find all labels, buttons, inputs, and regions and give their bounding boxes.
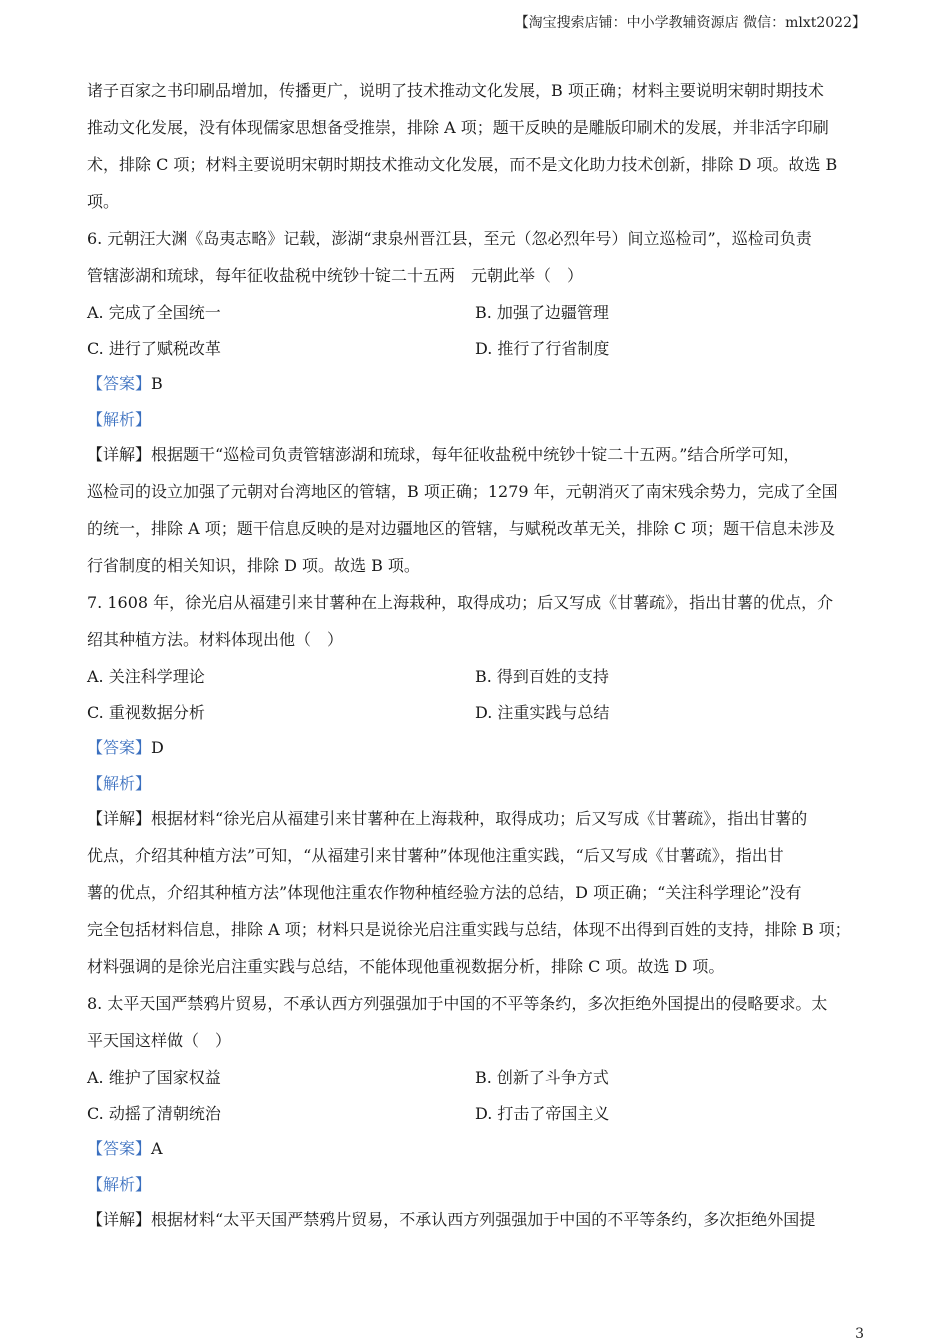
answer-value: D — [151, 738, 164, 757]
answer-line — [87, 733, 867, 769]
analysis-line — [87, 1170, 867, 1206]
question-stem-line: 6. 元朝汪大渊《岛夷志略》记载，澎湖“隶泉州晋江县，至元（忽必烈年号）间立巡检司”，巡检司负责 — [87, 229, 812, 248]
intro-paragraph — [87, 76, 867, 224]
options-row — [87, 662, 867, 698]
answer-value: B — [151, 374, 163, 393]
text-line: 推动文化发展，没有体现儒家思想备受推崇，排除 A 项；题干反映的是雕版印刷术的发展，并非活字印刷 — [87, 118, 829, 137]
question-stem-line: 绍其种植方法。材料体现出他（ ） — [87, 630, 344, 649]
options-row — [87, 298, 867, 334]
detail-line: 行省制度的相关知识，排除 D 项。故选 B 项。 — [87, 556, 420, 575]
detail-text: 根据题干“巡检司负责管辖澎湖和琉球，每年征收盐税中统钞十锭二十五两。”结合所学可知， — [151, 445, 800, 464]
option-a: A. 完成了全国统一 — [87, 303, 221, 322]
detail-line — [87, 1205, 867, 1242]
option-a: A. 维护了国家权益 — [87, 1068, 221, 1087]
answer-value: A — [151, 1139, 163, 1158]
question-stem-line: 平天国这样做（ ） — [87, 1031, 232, 1050]
analysis-label: 【解析】 — [87, 1174, 152, 1194]
detail-label: 【详解】 — [87, 1210, 152, 1229]
question-stem-line: 8. 太平天国严禁鸦片贸易，不承认西方列强强加于中国的不平等条约，多次拒绝外国提出的侵略要求。太 — [87, 994, 828, 1013]
detail-line: 薯的优点，介绍其种植方法”体现他注重农作物种植经验方法的总结，D 项正确；“关注科学理论”没有 — [87, 883, 802, 902]
question-8 — [87, 989, 867, 1242]
detail-text: 根据材料“太平天国严禁鸦片贸易，不承认西方列强强加于中国的不平等条约，多次拒绝外国提 — [151, 1210, 816, 1229]
analysis-label: 【解析】 — [87, 409, 152, 429]
question-7 — [87, 588, 867, 989]
detail-label: 【详解】 — [87, 809, 152, 828]
answer-label: 【答案】 — [87, 374, 152, 393]
detail-line: 完全包括材料信息，排除 A 项；材料只是说徐光启注重实践与总结，体现不出得到百姓的支持，排除 B 项； — [87, 920, 851, 939]
option-d: D. 打击了帝国主义 — [475, 1103, 610, 1123]
analysis-label: 【解析】 — [87, 773, 152, 793]
analysis-line — [87, 405, 867, 441]
page-number: 3 — [855, 1326, 864, 1342]
detail-line — [87, 440, 867, 477]
text-line: 术，排除 C 项；材料主要说明宋朝时期技术推动文化发展，而不是文化助力技术创新，排除 D 项。故选 B — [87, 155, 838, 174]
answer-label: 【答案】 — [87, 738, 152, 757]
detail-line: 优点，介绍其种植方法”可知，“从福建引来甘薯种”体现他注重实践，“后又写成《甘薯疏》，指出甘 — [87, 846, 784, 865]
question-stem-line: 管辖澎湖和琉球，每年征收盐税中统钞十锭二十五两 元朝此举（ ） — [87, 266, 584, 285]
option-c: C. 动摇了清朝统治 — [87, 1103, 221, 1123]
options-row — [87, 1099, 867, 1135]
option-d: D. 注重实践与总结 — [475, 702, 610, 722]
option-d: D. 推行了行省制度 — [475, 338, 610, 358]
options-row — [87, 334, 867, 370]
option-b: B. 创新了斗争方式 — [475, 1068, 609, 1087]
answer-line — [87, 1134, 867, 1170]
analysis-line — [87, 769, 867, 805]
detail-line: 材料强调的是徐光启注重实践与总结，不能体现他重视数据分析，排除 C 项。故选 D 项。 — [87, 957, 725, 976]
answer-label: 【答案】 — [87, 1139, 152, 1158]
question-6 — [87, 224, 867, 588]
detail-label: 【详解】 — [87, 445, 152, 464]
document-body — [87, 76, 867, 1242]
question-stem-line: 7. 1608 年，徐光启从福建引来甘薯种在上海栽种，取得成功；后又写成《甘薯疏》，指出甘薯的优点，介 — [87, 593, 834, 612]
answer-line — [87, 369, 867, 405]
detail-line: 的统一，排除 A 项；题干信息反映的是对边疆地区的管辖，与赋税改革无关，排除 C 项；题干信息未涉及 — [87, 519, 836, 538]
option-c: C. 进行了赋税改革 — [87, 338, 221, 358]
option-b: B. 加强了边疆管理 — [475, 303, 609, 322]
options-row — [87, 698, 867, 734]
option-b: B. 得到百姓的支持 — [475, 667, 609, 686]
text-line: 项。 — [87, 192, 120, 211]
detail-line — [87, 804, 867, 841]
page-header: 【淘宝搜索店铺：中小学教辅资源店 微信：mlxt2022】 — [514, 15, 866, 31]
option-a: A. 关注科学理论 — [87, 667, 205, 686]
detail-line: 巡检司的设立加强了元朝对台湾地区的管辖，B 项正确；1279 年，元朝消灭了南宋残余势力，完成了全国 — [87, 482, 838, 501]
options-row — [87, 1063, 867, 1099]
text-line: 诸子百家之书印刷品增加，传播更广，说明了技术推动文化发展，B 项正确；材料主要说明宋朝时期技术 — [87, 81, 824, 100]
option-c: C. 重视数据分析 — [87, 702, 205, 722]
detail-text: 根据材料“徐光启从福建引来甘薯种在上海栽种，取得成功；后又写成《甘薯疏》，指出甘薯的 — [151, 809, 808, 828]
